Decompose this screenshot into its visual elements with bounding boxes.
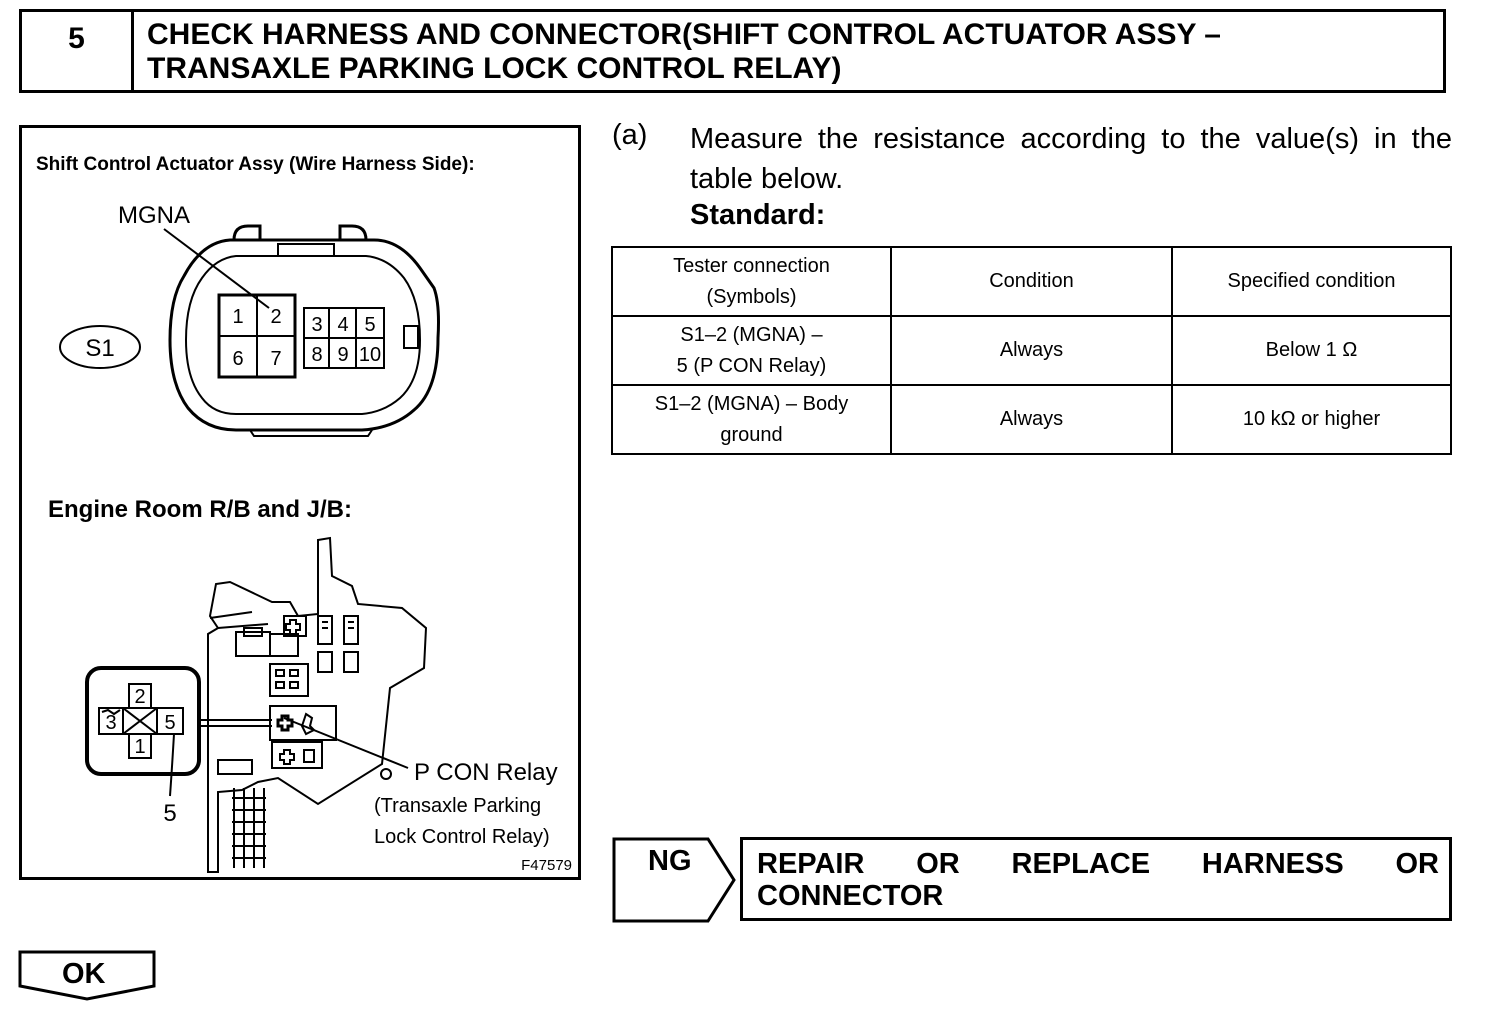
- header-tester-connection-line2: (Symbols): [706, 285, 797, 308]
- cell-condition: Always: [891, 316, 1172, 385]
- standard-label: Standard:: [690, 199, 826, 231]
- terminal-7: 7: [270, 348, 282, 370]
- terminal-9: 9: [337, 344, 349, 366]
- cell-specified-condition: Below 1 Ω: [1172, 316, 1451, 385]
- cell-connection-line1: S1–2 (MGNA) –: [680, 323, 823, 346]
- step-title: [147, 18, 1437, 86]
- step-header: [19, 9, 1446, 93]
- terminal-10: 10: [358, 344, 382, 366]
- terminal-2: 2: [270, 306, 282, 328]
- instruction-label: (a): [612, 119, 648, 151]
- cell-connection-line1: S1–2 (MGNA) – Body: [654, 392, 849, 415]
- step-number: 5: [22, 12, 134, 90]
- terminal-6: 6: [232, 348, 244, 370]
- relay-pin-1: 1: [134, 736, 146, 758]
- illustration-figure: [19, 125, 581, 880]
- ng-label: NG: [648, 845, 692, 877]
- relay-block-drawing: [208, 538, 426, 872]
- terminal-1: 1: [232, 306, 244, 328]
- cell-condition: Always: [891, 385, 1172, 454]
- connector-heading: Shift Control Actuator Assy (Wire Harness Side):: [36, 154, 475, 175]
- relay-pin-callout: 5: [163, 800, 177, 827]
- specification-table: [611, 246, 1452, 455]
- step-title-line1: CHECK HARNESS AND CONNECTOR(SHIFT CONTROL ACTUATOR ASSY –: [147, 18, 1221, 51]
- cell-connection: [612, 385, 891, 454]
- relay-pin-3: 3: [105, 712, 117, 734]
- table-row: [612, 385, 1451, 454]
- relay-note-line1: (Transaxle Parking: [374, 795, 542, 817]
- header-specified-condition: Specified condition: [1172, 247, 1451, 316]
- illustration-svg: [22, 128, 578, 877]
- relay-heading: Engine Room R/B and J/B:: [48, 496, 353, 523]
- table-row: [612, 316, 1451, 385]
- figure-id: F47579: [521, 857, 572, 874]
- instruction-text: Measure the resistance according to the value(s) in the table below.: [690, 123, 1452, 195]
- terminal-4: 4: [337, 314, 349, 336]
- cell-specified-condition: 10 kΩ or higher: [1172, 385, 1451, 454]
- ng-action-text: [757, 848, 1439, 912]
- header-condition: Condition: [891, 247, 1172, 316]
- terminal-8: 8: [311, 344, 323, 366]
- header-tester-connection: [612, 247, 891, 316]
- relay-pin-5: 5: [164, 712, 176, 734]
- terminal-5: 5: [364, 314, 376, 336]
- ng-action-line2: CONNECTOR: [757, 880, 944, 912]
- header-tester-connection-line1: Tester connection: [673, 254, 830, 277]
- table-header-row: [612, 247, 1451, 316]
- ng-action-line1: REPAIR OR REPLACE HARNESS OR: [757, 848, 1439, 880]
- cell-connection: [612, 316, 891, 385]
- connector-code: S1: [85, 335, 115, 362]
- relay-label: P CON Relay: [414, 759, 558, 786]
- mgna-label: MGNA: [118, 202, 190, 229]
- step-title-line2: TRANSAXLE PARKING LOCK CONTROL RELAY): [147, 52, 842, 85]
- cell-connection-line2: 5 (P CON Relay): [676, 354, 827, 377]
- ng-action-box: [740, 837, 1452, 921]
- terminal-3: 3: [311, 314, 323, 336]
- ok-label: OK: [62, 958, 106, 990]
- relay-pin-2: 2: [134, 686, 146, 708]
- relay-note-line2: Lock Control Relay): [374, 826, 550, 848]
- cell-connection-line2: ground: [720, 423, 783, 446]
